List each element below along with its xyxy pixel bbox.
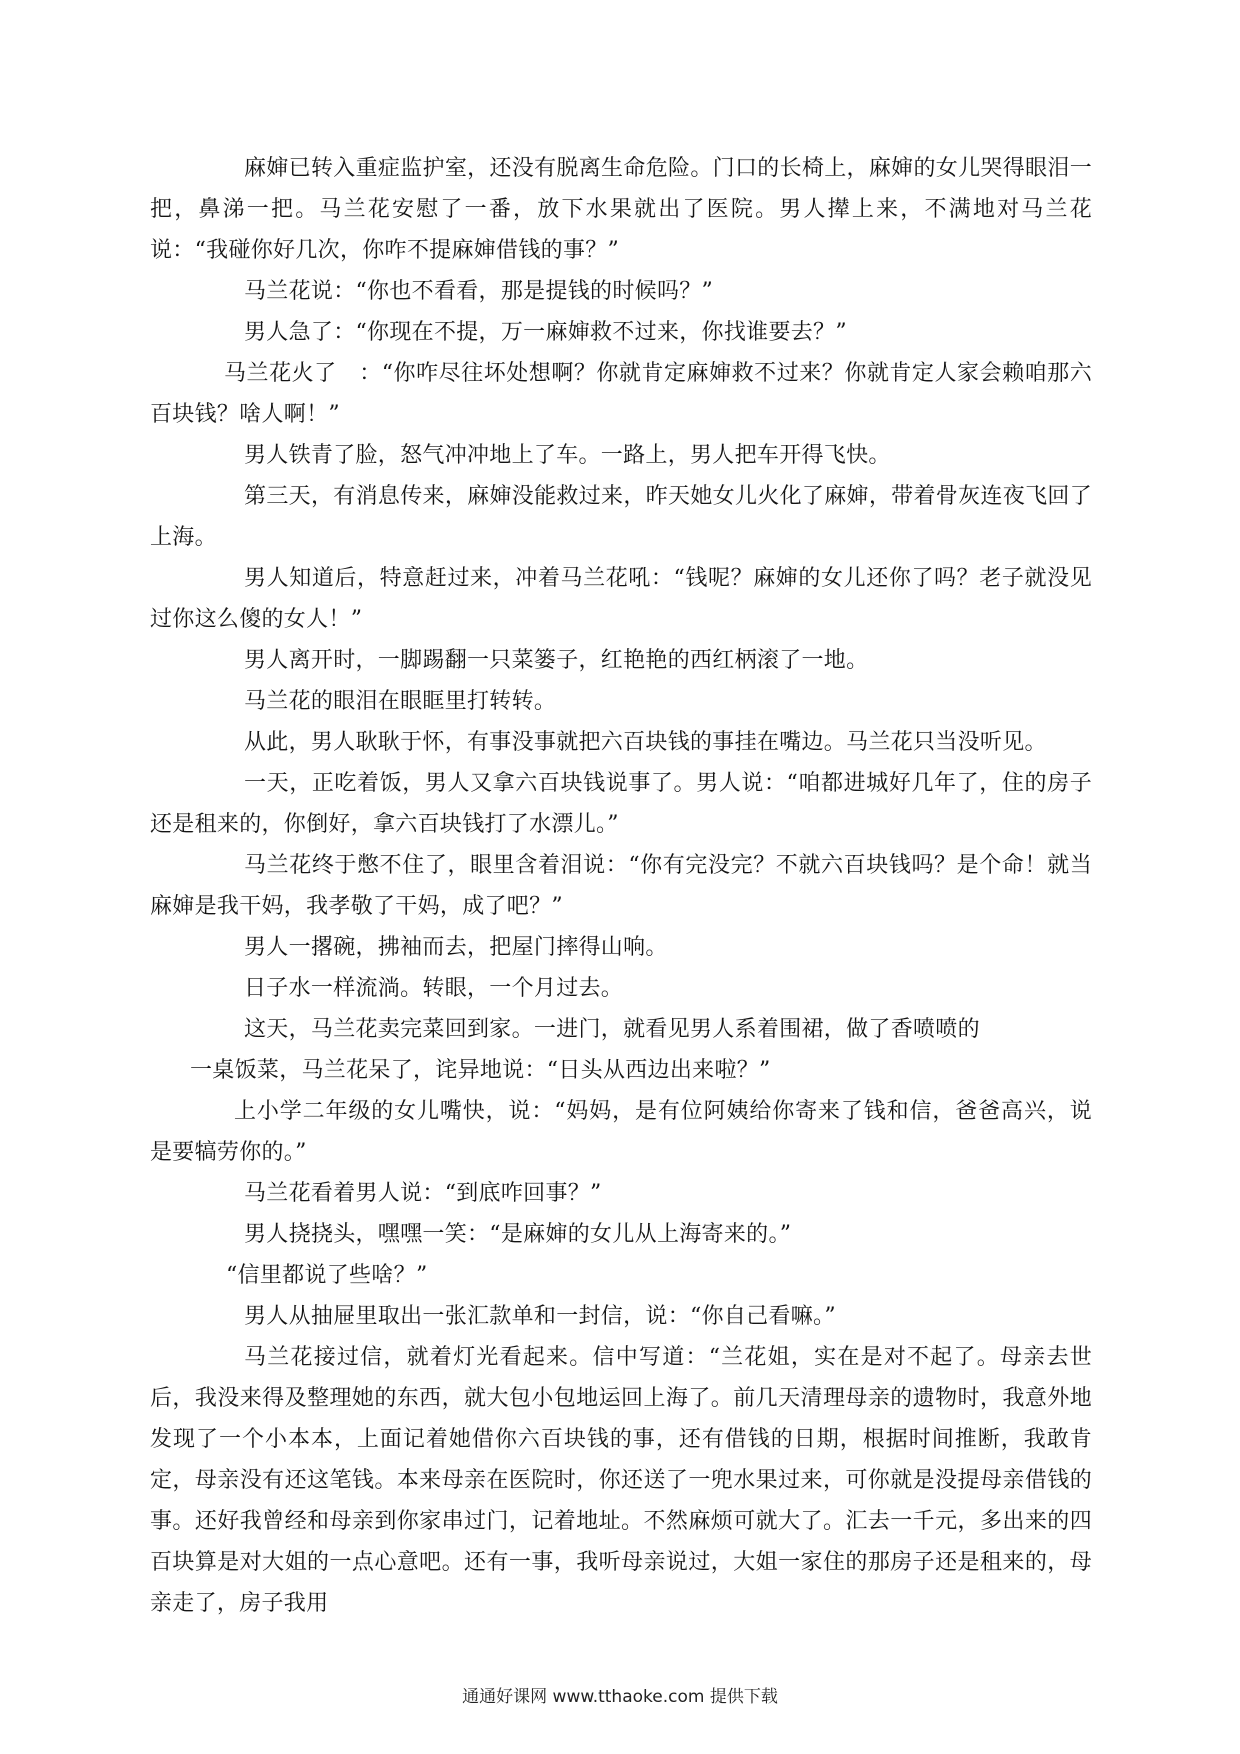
paragraph-12: 马兰花终于憋不住了，眼里含着泪说：“你有完没完？不就六百块钱吗？是个命！就当麻婶是我干妈，我孝敬了干妈，成了吧？” [150, 853, 1092, 919]
paragraph-22: 马兰花接过信，就着灯光看起来。信中写道：“兰花姐，实在是对不起了。母亲去世后，我没来得及整理她的东西，就大包小包地运回上海了。前几天清理母亲的遗物时，我意外地发现了一个小本本，上面记着她借你六百块钱的事，还有借钱的日期，根据时间推断，我敢肯定，母亲没有还这笔钱。本来母亲在医院时，你还送了一兜水果过来，可你就是没提母亲借钱的事。还好我曾经和母亲到你家串过门，记着地址。不然麻烦可就大了。汇去一千元，多出来的四百块算是对大姐的一点心意吧。还有一事，我听母亲说过，大姐一家住的那房子还是租来的，母亲走了，房子我用 [150, 1345, 1092, 1616]
paragraph-17: 上小学二年级的女儿嘴快，说：“妈妈，是有位阿姨给你寄来了钱和信，爸爸高兴，说是要犒劳你的。” [150, 1099, 1092, 1165]
paragraph-15: 这天，马兰花卖完菜回到家。一进门，就看见男人系着围裙，做了香喷喷的 [244, 1017, 980, 1042]
paragraph-5: 男人铁青了脸，怒气冲冲地上了车。一路上，男人把车开得飞快。 [244, 443, 891, 468]
body-text [150, 148, 1092, 1624]
paragraph-14: 日子水一样流淌。转眼，一个月过去。 [244, 976, 624, 1001]
paragraph-20: “信里都说了些啥？” [226, 1263, 428, 1288]
paragraph-4: 马兰花火了 ：“你咋尽往坏处想啊？你就肯定麻婶救不过来？你就肯定人家会赖咱那六百块钱？啥人啊！” [150, 361, 1092, 427]
paragraph-1: 麻婶已转入重症监护室，还没有脱离生命危险。门口的长椅上，麻婶的女儿哭得眼泪一把，鼻涕一把。马兰花安慰了一番，放下水果就出了医院。男人撵上来，不满地对马兰花说：“我碰你好几次，你咋不提麻婶借钱的事？” [150, 156, 1092, 263]
page-footer: 通通好课网 www.tthaoke.com 提供下载 [462, 1687, 778, 1707]
paragraph-3: 男人急了：“你现在不提，万一麻婶救不过来，你找谁要去？” [244, 320, 847, 345]
paragraph-11: 一天，正吃着饭，男人又拿六百块钱说事了。男人说：“咱都进城好几年了，住的房子还是租来的，你倒好，拿六百块钱打了水漂儿。” [150, 771, 1092, 837]
paragraph-2: 马兰花说：“你也不看看，那是提钱的时候吗？” [244, 279, 714, 304]
paragraph-6: 第三天，有消息传来，麻婶没能救过来，昨天她女儿火化了麻婶，带着骨灰连夜飞回了上海。 [150, 484, 1092, 550]
paragraph-13: 男人一撂碗，拂袖而去，把屋门摔得山响。 [244, 935, 668, 960]
paragraph-19: 男人挠挠头，嘿嘿一笑：“是麻婶的女儿从上海寄来的。” [244, 1222, 792, 1247]
paragraph-8: 男人离开时，一脚踢翻一只菜篓子，红艳艳的西红柄滚了一地。 [244, 648, 869, 673]
paragraph-10: 从此，男人耿耿于怀，有事没事就把六百块钱的事挂在嘴边。马兰花只当没听见。 [244, 730, 1047, 755]
paragraph-16: 一桌饭菜，马兰花呆了，诧异地说：“日头从西边出来啦？” [190, 1058, 771, 1083]
paragraph-18: 马兰花看着男人说：“到底咋回事？” [244, 1181, 602, 1206]
paragraph-21: 男人从抽屉里取出一张汇款单和一封信，说：“你自己看嘛。” [244, 1304, 836, 1329]
paragraph-9: 马兰花的眼泪在眼眶里打转转。 [244, 689, 557, 714]
paragraph-7: 男人知道后，特意赶过来，冲着马兰花吼：“钱呢？麻婶的女儿还你了吗？老子就没见过你这么傻的女人！” [150, 566, 1092, 632]
